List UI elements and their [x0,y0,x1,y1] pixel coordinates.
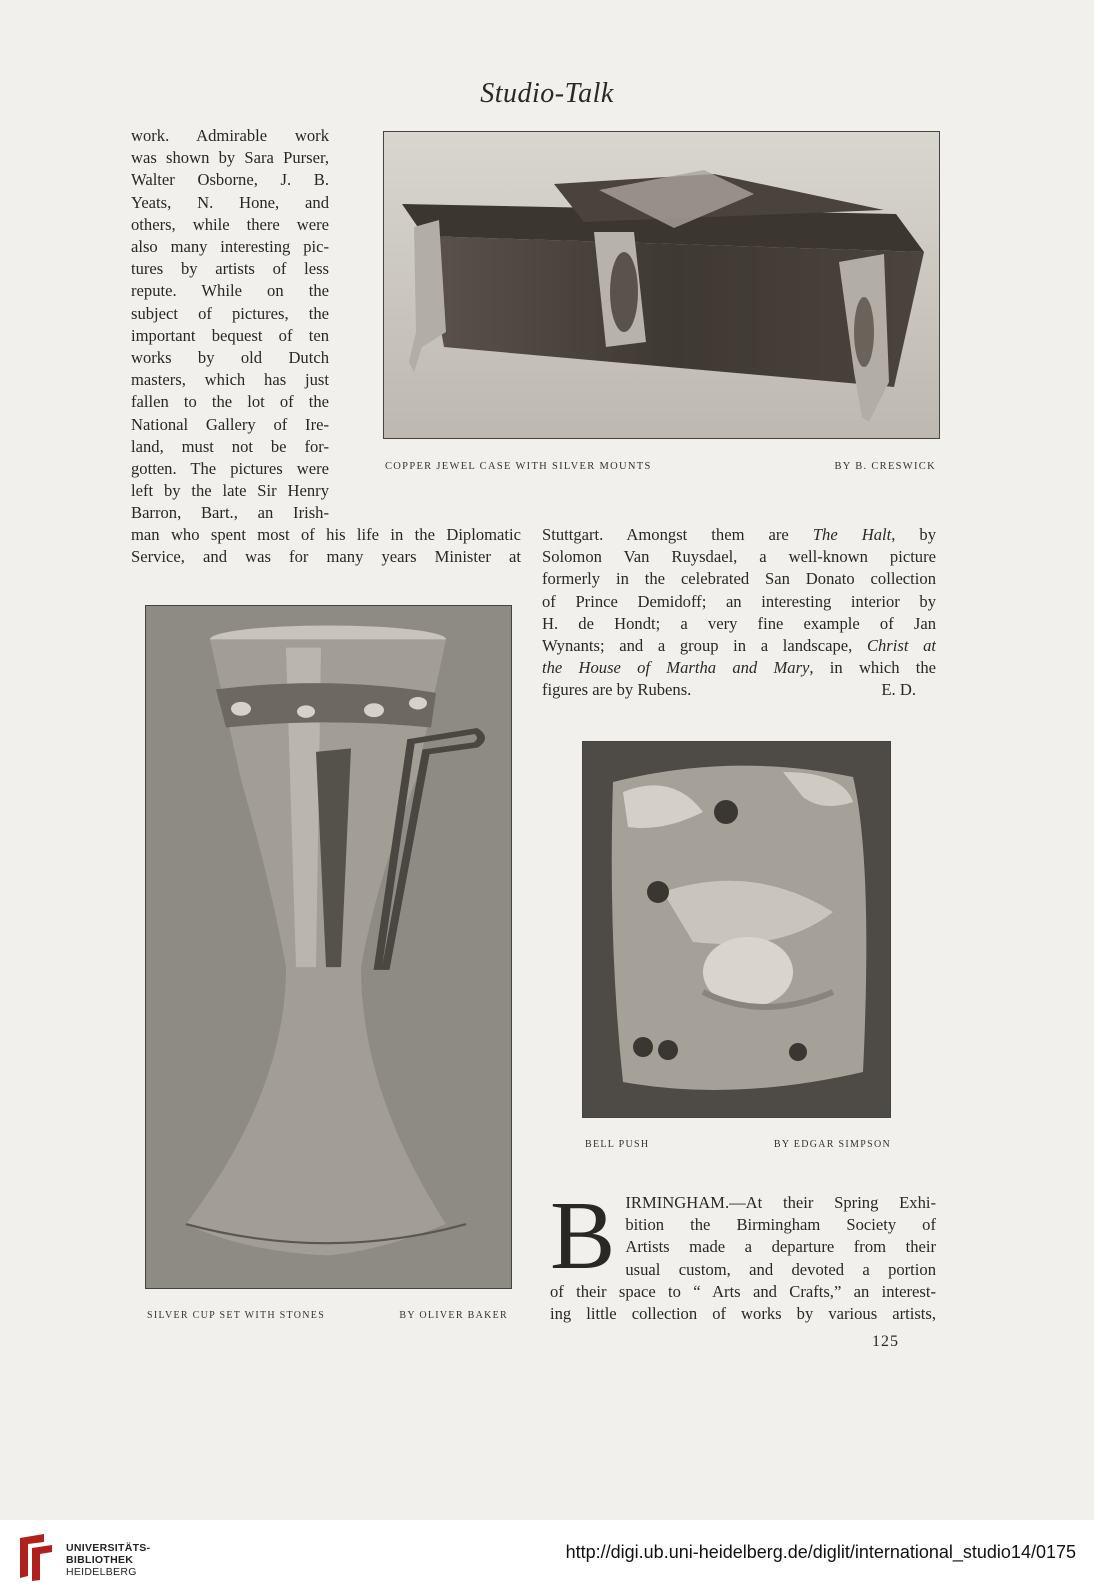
text-line: subject of pictures, the [131,303,329,323]
text-line: land, must not be for- [131,436,329,456]
text-segment: Wynants; and a group in a landscape, [542,636,853,656]
bell-push-illustration [583,742,890,1117]
text-line: man who spent most of his life in the Diplomatic [131,525,521,544]
caption-title: BELL PUSH [585,1139,650,1150]
library-logo-text [66,1542,150,1578]
text-line: ing little collection of works by various artists, [550,1304,936,1324]
text-line: tures by artists of less [131,259,329,279]
author-signature: E. D. [881,680,916,700]
silver-cup-illustration [146,606,511,1288]
library-logo-icon [14,1532,58,1582]
library-footer [0,1520,1094,1596]
bell-push-caption [585,1139,891,1150]
text-line: gotten. The pictures were [131,459,329,479]
bell-push-photo [582,741,891,1118]
caption-artist: BY EDGAR SIMPSON [773,1139,891,1150]
text-line: H. de Hondt; a very fine example of Jan [542,613,936,633]
text-line: usual custom, and devoted a portion [625,1259,936,1279]
right-column-text [542,524,936,702]
jewel-case-caption [385,461,936,472]
text-line: fallen to the lot of the [131,392,329,412]
text-line [542,679,936,701]
text-line [542,524,936,546]
text-line: works by old Dutch [131,348,329,368]
text-line [542,657,936,679]
text-line: masters, which has just [131,370,329,390]
caption-title: SILVER CUP SET WITH STONES [147,1310,326,1321]
text-line: bition the Birmingham Society of [625,1215,936,1235]
text-line: Artists made a departure from their [625,1237,936,1257]
text-line: of Prince Demidoff; an interesting interior by [542,591,936,611]
silver-cup-photo [145,605,512,1289]
text-segment: Stuttgart. Amongst them are [542,525,789,544]
text-line: Service, and was for many years Minister at [131,547,521,567]
text-segment: figures are by Rubens. [542,680,692,700]
page-number: 125 [872,1333,899,1350]
text-line: important bequest of ten [131,325,329,345]
jewel-case-photo [383,131,940,439]
birmingham-paragraph [550,1182,936,1325]
text-line: National Gallery of Ire- [131,414,329,434]
text-line [542,635,936,657]
text-line: Walter Osborne, J. B. [131,170,329,190]
text-line: was shown by Sara Purser, [131,148,329,168]
text-line: Yeats, N. Hone, and [131,192,329,212]
caption-artist: BY B. CRESWICK [834,461,936,472]
left-column-text [131,125,329,525]
italic-title: Christ at [866,636,936,656]
left-column-text-wide [131,524,521,568]
text-line: repute. While on the [131,281,329,301]
text-line: also many interesting pic- [131,237,329,257]
caption-title: COPPER JEWEL CASE WITH SILVER MOUNTS [385,461,652,472]
caption-artist: BY OLIVER BAKER [399,1310,508,1321]
logo-line: BIBLIOTHEK [66,1554,134,1566]
text-line: of their space to “ Arts and Crafts,” an interest- [550,1281,936,1301]
text-segment: , in which the [809,658,936,678]
text-line: Solomon Van Ruysdael, a well-known picture [542,547,936,567]
logo-line: UNIVERSITÄTS- [66,1542,151,1554]
text-line: Barron, Bart., an Irish- [131,503,329,523]
silver-cup-caption [147,1310,508,1321]
text-line: formerly in the celebrated San Donato collection [542,569,936,589]
text-segment: , by [891,525,936,544]
text-line: left by the late Sir Henry [131,481,329,501]
text-line: work. Admirable work [131,126,329,145]
italic-title: the House of Martha and Mary [542,658,810,678]
drop-cap: B [550,1182,616,1290]
text-line: others, while there were [131,214,329,234]
logo-line: HEIDELBERG [66,1566,137,1578]
italic-title: The Halt [812,525,892,544]
running-header: Studio-Talk [480,78,614,109]
jewel-case-illustration [384,132,939,438]
source-url-link[interactable]: http://digi.ub.uni-heidelberg.de/diglit/international_studio14/0175 [565,1542,1076,1562]
text-line: IRMINGHAM.—At their Spring Exhi- [625,1193,936,1212]
